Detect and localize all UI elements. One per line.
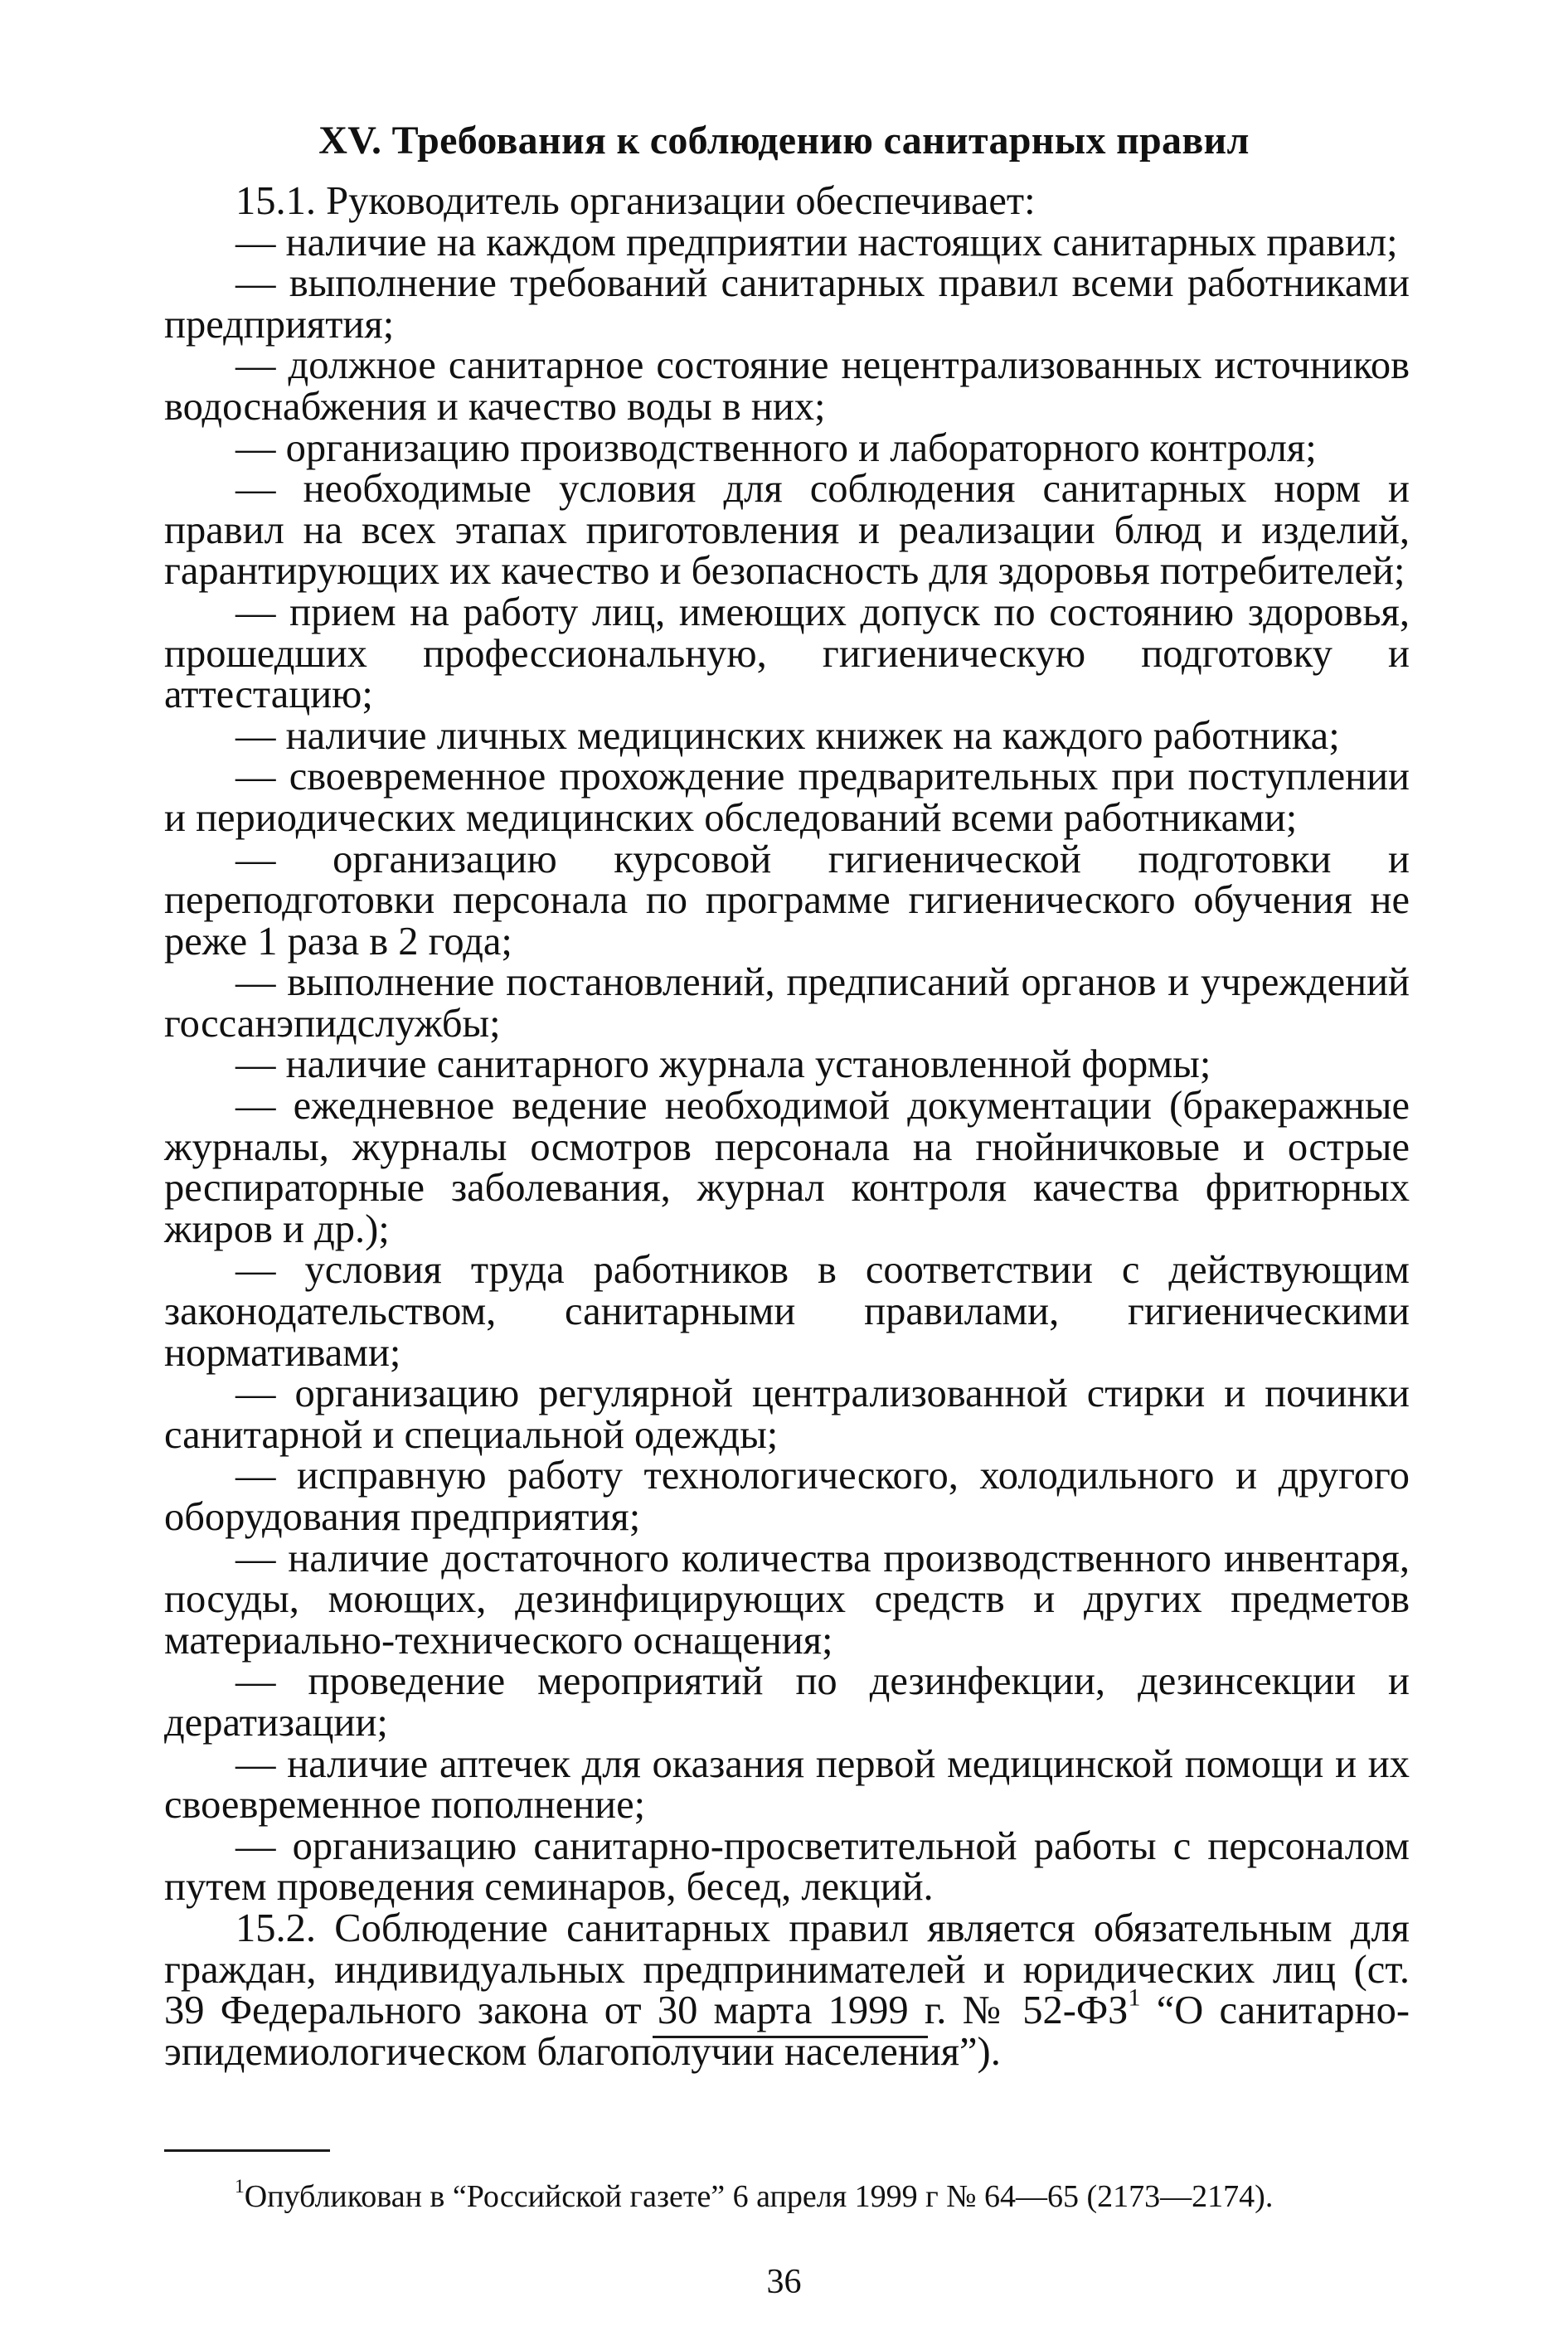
section-heading: XV. Требования к соблюдению санитарных правил bbox=[318, 119, 1250, 163]
footnote-mark: 1 bbox=[235, 2176, 245, 2198]
list-item: — организацию регулярной централизованной стирки и починки санитарной и специальной одежды; bbox=[164, 1372, 1410, 1457]
section-end-divider bbox=[653, 2036, 928, 2038]
page-number: 36 bbox=[766, 2263, 802, 2301]
list-item: — выполнение постановлений, предписаний органов и учреждений госсанэпидслужбы; bbox=[164, 960, 1410, 1046]
paragraph-15-2-text-end: “О санитарно-эпидемиологическом благополучии населения”). bbox=[164, 1988, 1410, 2074]
footnote-reference[interactable]: 1 bbox=[1128, 1983, 1141, 2012]
list-item: — исправную работу технологического, холодильного и другого оборудования предприятия; bbox=[164, 1454, 1410, 1539]
paragraph-15-1-intro: 15.1. Руководитель организации обеспечивает: bbox=[235, 179, 1036, 223]
list-item: — наличие личных медицинских книжек на каждого работника; bbox=[235, 713, 1340, 758]
list-item: — организацию курсовой гигиенической подготовки и переподготовки персонала по программе гигиенического обучения не реже 1 раза в 2 года; bbox=[164, 837, 1410, 964]
footnote bbox=[235, 2177, 1444, 2216]
list-item: — необходимые условия для соблюдения санитарных норм и правил на всех этапах приготовления и реализации блюд и изделий, гарантирующих их качество и безопасность для здоровья потребителей; bbox=[164, 467, 1410, 594]
section-body bbox=[164, 181, 1410, 2072]
list-item: — организацию санитарно-просветительной работы с персоналом путем проведения семинаров, бесед, лекций. bbox=[164, 1823, 1410, 1910]
list-item: — проведение мероприятий по дезинфекции, дезинсекции и дератизации; bbox=[164, 1659, 1410, 1745]
list-item: — организацию производственного и лабораторного контроля; bbox=[235, 425, 1317, 470]
list-item: — своевременное прохождение предварительных при поступлении и периодических медицинских обследований всеми работниками; bbox=[164, 755, 1410, 840]
list-item: — наличие аптечек для оказания первой медицинской помощи и их своевременное пополнение; bbox=[164, 1741, 1410, 1828]
list-item: — наличие санитарного журнала установленной формы; bbox=[235, 1042, 1211, 1087]
list-item: — прием на работу лиц, имеющих допуск по состоянию здоровья, прошедших профессиональную, гигиеническую подготовку и аттестацию; bbox=[164, 590, 1410, 717]
list-item: — наличие на каждом предприятии настоящих санитарных правил; bbox=[235, 220, 1398, 265]
list-item: — должное санитарное состояние нецентрализованных источников водоснабжения и качество воды в них; bbox=[164, 343, 1410, 429]
list-item: — условия труда работников в соответствии с действующим законодательством, санитарными правилами, гигиеническими нормативами; bbox=[164, 1248, 1410, 1375]
footnote-text: Опубликован в “Российской газете” 6 апреля 1999 г № 64—65 (2173—2174). bbox=[244, 2179, 1274, 2214]
list-item: — выполнение требований санитарных правил всеми работниками предприятия; bbox=[164, 261, 1410, 347]
paragraph-15-2-text: 15.2. Соблюдение санитарных правил является обязательным для граждан, индивидуальных предпринимателей и юридических лиц (ст. 39 Федерального закона от 30 марта 1999 г. № 52-ФЗ bbox=[164, 1906, 1410, 2033]
paragraph-15-2 bbox=[164, 1908, 1410, 2072]
list-item: — наличие достаточного количества производственного инвентаря, посуды, моющих, дезинфицирующих средств и других предметов материально-технического оснащения; bbox=[164, 1536, 1410, 1663]
footnote-divider bbox=[164, 2149, 330, 2152]
list-item: — ежедневное ведение необходимой документации (бракеражные журналы, журналы осмотров персонала на гнойничковые и острые респираторные заболевания, журнал контроля качества фритюрных жиров и др.); bbox=[164, 1084, 1410, 1251]
